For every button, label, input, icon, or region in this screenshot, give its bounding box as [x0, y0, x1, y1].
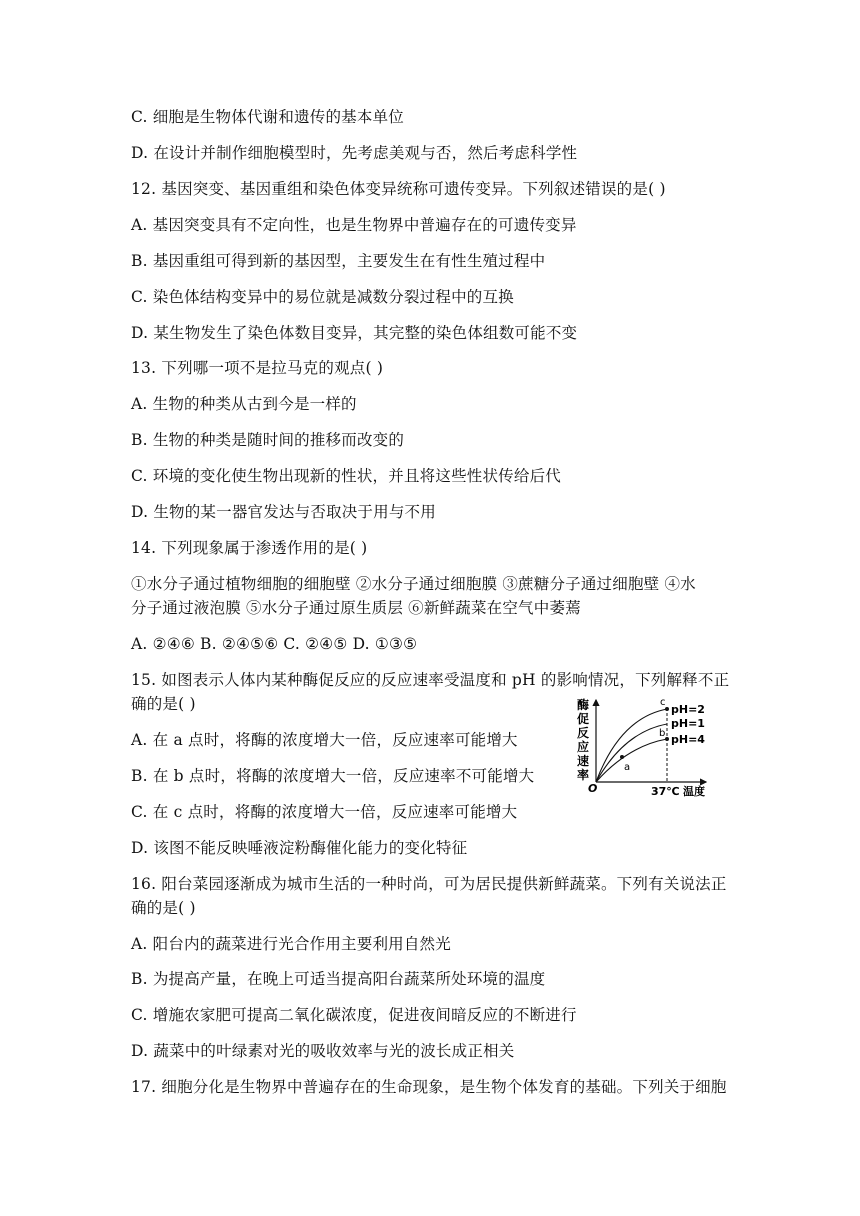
text-line: D. 该图不能反映唾液淀粉酶催化能力的变化特征: [131, 839, 468, 857]
question-14-stem: 14. 下列现象属于渗透作用的是( ): [131, 539, 368, 557]
point-a: [620, 755, 624, 759]
text-line: D. 某生物发生了染色体数目变异，其完整的染色体组数可能不变: [131, 324, 578, 342]
text-line: A. 在 a 点时，将酶的浓度增大一倍，反应速率可能增大: [131, 731, 518, 749]
text-line: B. 为提高产量，在晚上可适当提高阳台蔬菜所处环境的温度: [131, 970, 546, 988]
text-line: C. 环境的变化使生物出现新的性状，并且将这些性状传给后代: [131, 467, 561, 485]
text-line: B. 基因重组可得到新的基因型，主要发生在有性生殖过程中: [131, 252, 546, 270]
text-line: A. 阳台内的蔬菜进行光合作用主要利用自然光: [131, 935, 451, 953]
y-axis-label-char: 率: [577, 768, 590, 782]
text-line: A. 基因突变具有不定向性，也是生物界中普遍存在的可遗传变异: [131, 216, 577, 234]
point-c: [665, 707, 669, 711]
point-label-b: b: [659, 728, 666, 739]
text-line: ①水分子通过植物细胞的细胞壁 ②水分子通过细胞膜 ③蔗糖分子通过细胞壁 ④水: [131, 575, 696, 593]
origin-label: O: [588, 782, 598, 795]
text-line: D. 在设计并制作细胞模型时，先考虑美观与否，然后考虑科学性: [131, 144, 578, 162]
question-17-stem: 17. 细胞分化是生物界中普遍存在的生命现象，是生物个体发育的基础。下列关于细胞: [131, 1078, 727, 1096]
curve-ph-1: [596, 724, 667, 782]
text-line: C. 增施农家肥可提高二氧化碳浓度，促进夜间暗反应的不断进行: [131, 1006, 577, 1024]
y-axis-label-char: 促: [577, 712, 590, 726]
y-axis-label-char: 速: [577, 754, 590, 768]
enzyme-rate-figure: [572, 694, 722, 800]
y-axis-label-char: 反: [577, 726, 590, 740]
question-12-stem: 12. 基因突变、基因重组和染色体变异统称可遗传变异。下列叙述错误的是( ): [131, 180, 666, 198]
curve-label: pH=4: [671, 733, 705, 746]
point-b: [665, 737, 669, 741]
text-line: B. 生物的种类是随时间的推移而改变的: [131, 431, 405, 449]
point-label-a: a: [624, 762, 631, 773]
text-line: D. 生物的某一器官发达与否取决于用与不用: [131, 503, 436, 521]
text-line: B. 在 b 点时，将酶的浓度增大一倍，反应速率不可能增大: [131, 767, 535, 785]
text-line: D. 蔬菜中的叶绿素对光的吸收效率与光的波长成正相关: [131, 1042, 515, 1060]
y-axis-label-char: 酶: [577, 698, 590, 712]
text-line: C. 在 c 点时，将酶的浓度增大一倍，反应速率可能增大: [131, 803, 518, 821]
text-line: 确的是( ): [131, 695, 196, 713]
question-13-stem: 13. 下列哪一项不是拉马克的观点( ): [131, 359, 384, 377]
y-axis-label-char: 应: [577, 740, 590, 754]
question-16-stem: 16. 阳台菜园逐渐成为城市生活的一种时尚，可为居民提供新鲜蔬菜。下列有关说法正: [131, 875, 727, 893]
text-line: 确的是( ): [131, 899, 196, 917]
curve-label: pH=1: [671, 717, 705, 730]
point-label-c: c: [660, 697, 666, 708]
curve-ph-4: [596, 739, 667, 782]
x-axis-label: 温度: [683, 785, 705, 798]
text-line: A. ②④⑥ B. ②④⑤⑥ C. ②④⑤ D. ①③⑤: [131, 635, 418, 653]
text-line: C. 染色体结构变异中的易位就是减数分裂过程中的互换: [131, 288, 514, 306]
question-15-stem: 15. 如图表示人体内某种酶促反应的反应速率受温度和 pH 的影响情况，下列解释不正: [131, 671, 730, 689]
curve-label: pH=2: [671, 703, 705, 716]
text-line: A. 生物的种类从古到今是一样的: [131, 395, 357, 413]
text-line: 分子通过液泡膜 ⑤水分子通过原生质层 ⑥新鲜蔬菜在空气中萎蔫: [131, 599, 581, 617]
text-line: C. 细胞是生物体代谢和遗传的基本单位: [131, 108, 404, 126]
x-tick-37: 37℃: [651, 785, 680, 798]
